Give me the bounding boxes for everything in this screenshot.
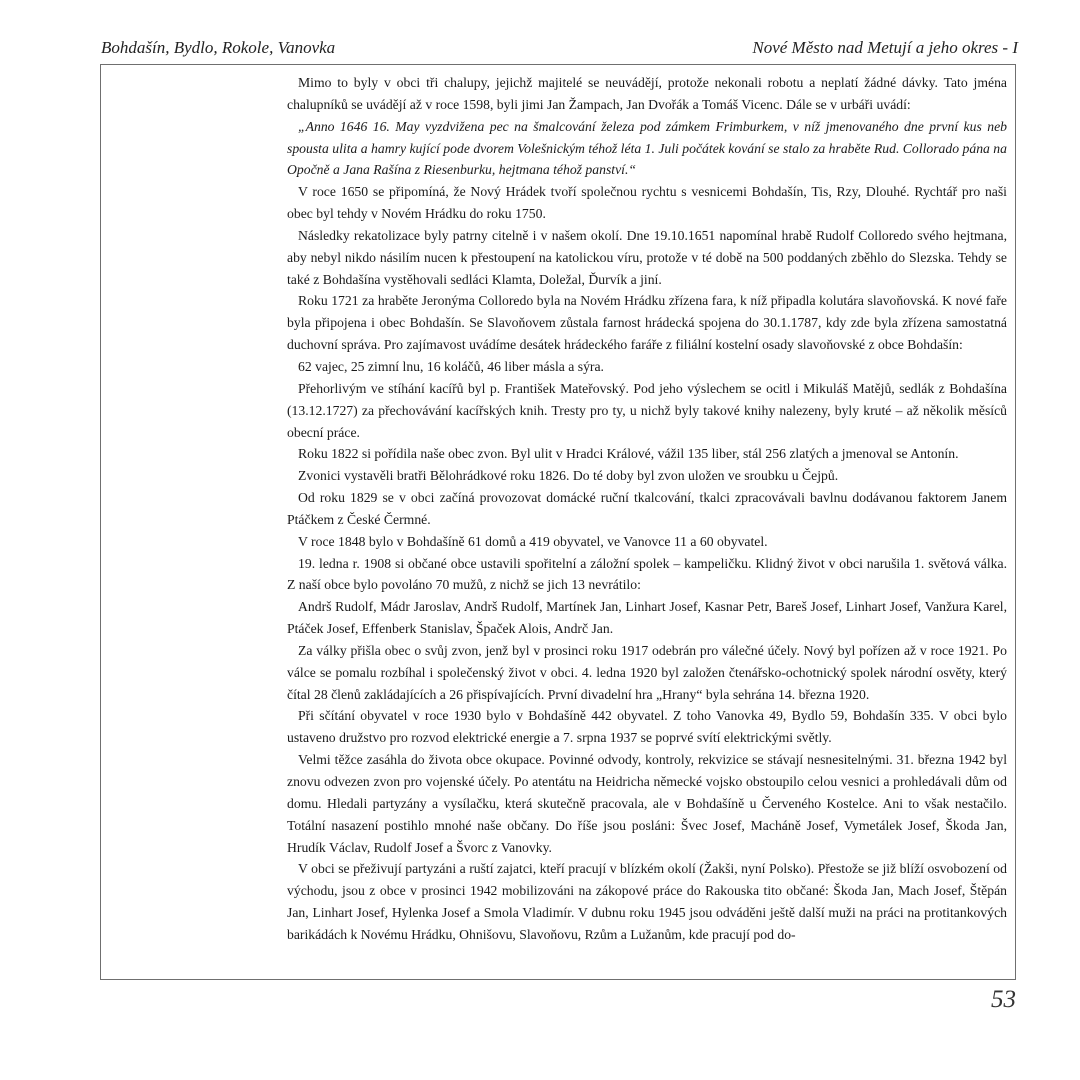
running-header-right: Nové Město nad Metují a jeho okres - I bbox=[752, 38, 1018, 57]
paragraph: Zvonici vystavěli bratři Bělohrádkové roku 1826. Do té doby byl zvon uložen ve sroubku u Čejpů. bbox=[298, 468, 839, 484]
quote-paragraph: „Anno 1646 16. May vyzdvižena pec na šmalcování železa pod zámkem Frimburkem, v níž jmenovaného dne první kus neb spousta ulita a hamry kující pode dvorem Volešnickým téhož léta 1. Juli počátek kování se stalo za hraběte Rud. Collorado pána na Opočně a Jana Rašína z Riesenburku, hejtmana téhož panství.“ bbox=[287, 118, 1007, 178]
paragraph: Andrš Rudolf, Mádr Jaroslav, Andrš Rudolf, Martínek Jan, Linhart Josef, Kasnar Petr, Bareš Josef, Linhart Josef, Vanžura Karel, Ptáček Josef, Effenberk Stanislav, Špaček Alois, Andrč Jan. bbox=[287, 599, 1007, 637]
page-number: 53 bbox=[991, 986, 1016, 1013]
paragraph: Následky rekatolizace byly patrny citelně i v našem okolí. Dne 19.10.1651 napomínal hrabě Rudolf Colloredo svého hejtmana, aby nebyl nikdo násilím nucen k přestoupení na katolickou víru, protože v té době na 500 poddaných zběhlo do Slezska. Tehdy se také z Bohdašína vystěhovali sedláci Klamta, Doležal, Ďurvík a jiní. bbox=[287, 227, 1007, 287]
paragraph: V roce 1848 bylo v Bohdašíně 61 domů a 419 obyvatel, ve Vanovce 11 a 60 obyvatel. bbox=[298, 533, 768, 549]
paragraph: Při sčítání obyvatel v roce 1930 bylo v Bohdašíně 442 obyvatel. Z toho Vanovka 49, Bydlo 59, Bohdašín 335. V obci bylo ustaveno družstvo pro rozvod elektrické energie a 7. srpna 1937 se poprvé svítí elektrickými světly. bbox=[287, 708, 1007, 746]
body-text bbox=[287, 72, 1007, 946]
paragraph: Od roku 1829 se v obci začíná provozovat domácké ruční tkalcování, tkalci zpracovávali bavlnu dodávanou faktorem Janem Ptáčkem z České Čermné. bbox=[287, 490, 1007, 527]
paragraph: Mimo to byly v obci tři chalupy, jejichž majitelé se neuvádějí, protože nekonali robotu a neplatí žádné dávky. Tato jména chalupníků se uvádějí až v roce 1598, byli jimi Jan Žampach, Jan Dvořák a Tomáš Vicenc. Dále se v urbáři uvádí: bbox=[287, 75, 1007, 112]
paragraph: Přehorlivým ve stíhání kacířů byl p. František Mateřovský. Pod jeho výslechem se ocitl i Mikuláš Matějů, sedlák z Bohdašína (13.12.1727) za přechovávání kacířských knih. Tresty pro ty, u nichž byly takové knihy nalezeny, byly kruté – až několik měsíců obecní práce. bbox=[287, 380, 1007, 440]
paragraph: 62 vajec, 25 zimní lnu, 16 koláčů, 46 liber másla a sýra. bbox=[298, 358, 604, 374]
paragraph: V obci se přeživují partyzáni a ruští zajatci, kteří pracují v blízkém okolí (Žakši, nyní Polsko). Přestože se již blíží osvobození od východu, jsou z obce v prosinci 1942 mobilizováni na zákopové práce do Rakouska tito občané: Škoda Jan, Mach Josef, Štěpán Jan, Linhart Josef, Hylenka Josef a Smola Vladimír. V dubnu roku 1945 jsou odváděni ještě další muži na práci na protitankových barikádách k Novému Hrádku, Ohnišovu, Slavoňovu, Rzům a Lužanům, kde pracují pod do- bbox=[287, 861, 1007, 942]
running-header-left: Bohdašín, Bydlo, Rokole, Vanovka bbox=[101, 38, 336, 57]
paragraph: Za války přišla obec o svůj zvon, jenž byl v prosinci roku 1917 odebrán pro válečné účely. Nový byl pořízen až v roce 1921. Po válce se pomalu rozbíhal i společenský život v obci. 4. ledna 1920 byl založen čtenářsko-ochotnický spolek národní osvěty, který čítal 28 členů zakládajících a 26 přispívajících. První divadelní hra „Hrany“ byla sehrána 14. března 1920. bbox=[287, 642, 1007, 702]
paragraph: Velmi těžce zasáhla do života obce okupace. Povinné odvody, kontroly, rekvizice se stávají nesnesitelnými. 31. března 1942 byl znovu odvezen zvon pro vojenské účely. Po atentátu na Heidricha německé vojsko obstoupilo celou vesnici a prohledávali dům od domu. Hledali partyzány a vysílačku, která skutečně pracovala, ale v Bohdašíně u Červeného Kostelce. Ani to však nestačilo. Totální nasazení postihlo mnohé naše občany. Do říše jsou posláni: Švec Josef, Macháně Josef, Vymetálek Josef, Škoda Jan, Hrudík Václav, Rudolf Josef a Švorc z Vanovky. bbox=[287, 752, 1007, 855]
paragraph: Roku 1822 si pořídila naše obec zvon. Byl ulit v Hradci Králové, vážil 135 liber, stál 256 zlatých a jmenoval se Antonín. bbox=[298, 446, 959, 462]
paragraph: V roce 1650 se připomíná, že Nový Hrádek tvoří společnou rychtu s vesnicemi Bohdašín, Tis, Rzy, Dlouhé. Rychtář pro naši obec byl tehdy v Novém Hrádku do roku 1750. bbox=[287, 184, 1007, 222]
paragraph: 19. ledna r. 1908 si občané obce ustavili spořitelní a záložní spolek – kampeličku. Klidný život v obci narušila 1. světová válka. Z naší obce bylo povoláno 70 mužů, z nichž se jich 13 nevrátilo: bbox=[287, 555, 1007, 593]
paragraph: Roku 1721 za hraběte Jeronýma Colloredo byla na Novém Hrádku zřízena fara, k níž připadla kolutára slavoňovská. K nové faře byla připojena i obec Bohdašín. Se Slavoňovem zůstala farnost hrádecká spojena do 30.1.1787, kdy zde byla zřízena samostatná duchovní správa. Pro zajímavost uvádíme desátek hrádeckého faráře z filiální kostelní osady slavoňovské z obce Bohdašín: bbox=[287, 293, 1007, 353]
